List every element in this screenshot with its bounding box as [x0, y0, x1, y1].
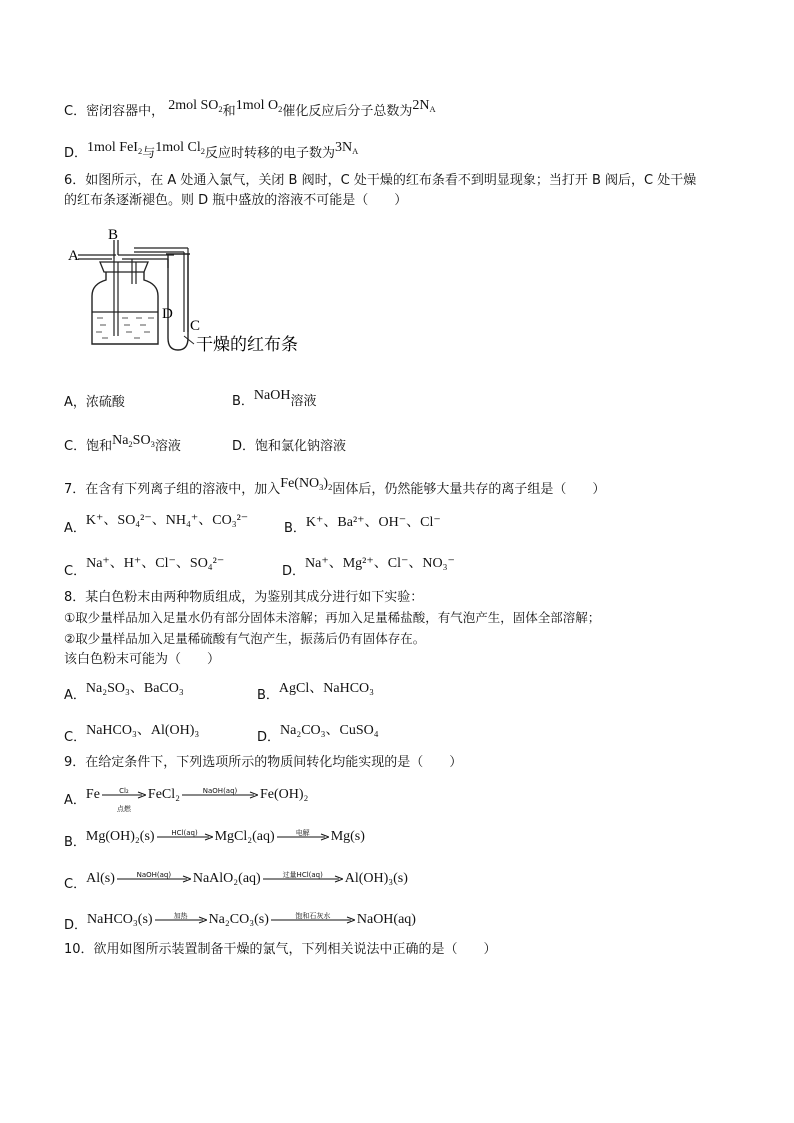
label-d: D [162, 306, 173, 322]
reaction-arrow: Cl₂ 点燃 [102, 791, 146, 799]
q7-option-c: C．Na⁺、H⁺、Cl⁻、SO₄²⁻ [64, 556, 225, 579]
q9-option-d: D．NaHCO₃(s) 加热 Na₂CO₃(s) 饱和石灰水 NaOH(aq) [64, 911, 416, 933]
label-a: A [68, 248, 79, 264]
reaction-arrow: NaOH(aq) [117, 875, 191, 883]
reaction-arrow: 过量HCl(aq) [263, 875, 343, 883]
q6-stem-line2: 的红布条逐渐褪色。则 D 瓶中盛放的溶液不可能是（ ） [64, 193, 408, 208]
q7-option-d: D．Na⁺、Mg²⁺、Cl⁻、NO₃⁻ [282, 556, 455, 579]
label-c: C [190, 318, 201, 334]
q8-option-c: C．NaHCO₃、Al(OH)₃ [64, 723, 200, 745]
q6-option-d: D．饱和氯化钠溶液 [232, 439, 347, 454]
q5-option-c: C．密闭容器中， 2mol $SO_2$和1mol $O_2$催化反应后分子总数为$2N_A$ [64, 98, 436, 119]
q5-option-d: D．1mol FeI$_2$与1mol $Cl_2$反应时转移的电子数为$3N_A$ [64, 140, 359, 161]
reaction-arrow: 电解 [277, 833, 329, 841]
reaction-arrow: NaOH(aq) [182, 791, 258, 799]
q8-ask: 该白色粉末可能为（ ） [64, 652, 221, 667]
label-b: B [108, 228, 119, 243]
q10-stem: 10．欲用如图所示装置制备干燥的氯气，下列相关说法中正确的是（ ） [64, 942, 497, 957]
reaction-arrow: 饱和石灰水 [271, 916, 355, 924]
reaction-arrow: HCl(aq) [157, 833, 213, 841]
q8-step1: ①取少量样品加入足量水仍有部分固体未溶解；再加入足量稀盐酸，有气泡产生，固体全部溶解； [64, 610, 601, 625]
q7-option-b: B．K⁺、Ba²⁺、OH⁻、Cl⁻ [284, 515, 441, 536]
q6-option-a: A，浓硫酸 [64, 395, 125, 410]
q6-stem-line1: 6．如图所示，在 A 处通入氯气，关闭 B 阀时，C 处干燥的红布条看不到明显现象；当打开 B 阀后，C 处干燥 [64, 173, 697, 188]
reaction-arrow: 加热 [155, 916, 207, 924]
q8-option-d: D．Na₂CO₃、CuSO₄ [257, 723, 379, 745]
q6-option-b: B．NaOH溶液 [232, 388, 317, 409]
q9-option-c: C．Al(s) NaOH(aq) NaAlO₂(aq) 过量HCl(aq) Al(OH)₃(s) [64, 870, 408, 892]
q9-option-b: B．Mg(OH)₂(s) HCl(aq) MgCl₂(aq) 电解 Mg(s) [64, 828, 365, 850]
q7-stem: 7．在含有下列离子组的溶液中，加入$Fe(NO_3)_2$固体后，仍然能够大量共存的离子组是（ ） [64, 476, 606, 497]
q9-option-a: A．Fe Cl₂ 点燃 FeCl₂ NaOH(aq) Fe(OH)₂ [64, 786, 309, 813]
q6-option-c: C．饱和$Na_2SO_3$溶液 [64, 433, 181, 454]
q6-apparatus-diagram [64, 228, 304, 358]
q9-stem: 9．在给定条件下，下列选项所示的物质间转化均能实现的是（ ） [64, 755, 463, 770]
q8-option-a: A．Na₂SO₃、BaCO₃ [64, 681, 184, 703]
q8-step2: ②取少量样品加入足量稀硫酸有气泡产生，振荡后仍有固体存在。 [64, 631, 426, 646]
q7-option-a: A．K⁺、SO₄²⁻、NH₄⁺、CO₃²⁻ [64, 513, 249, 536]
q8-stem: 8．某白色粉末由两种物质组成，为鉴别其成分进行如下实验： [64, 590, 424, 605]
diagram-caption: 干燥的红布条 [196, 335, 298, 355]
q8-option-b: B．AgCl、NaHCO₃ [257, 681, 375, 703]
